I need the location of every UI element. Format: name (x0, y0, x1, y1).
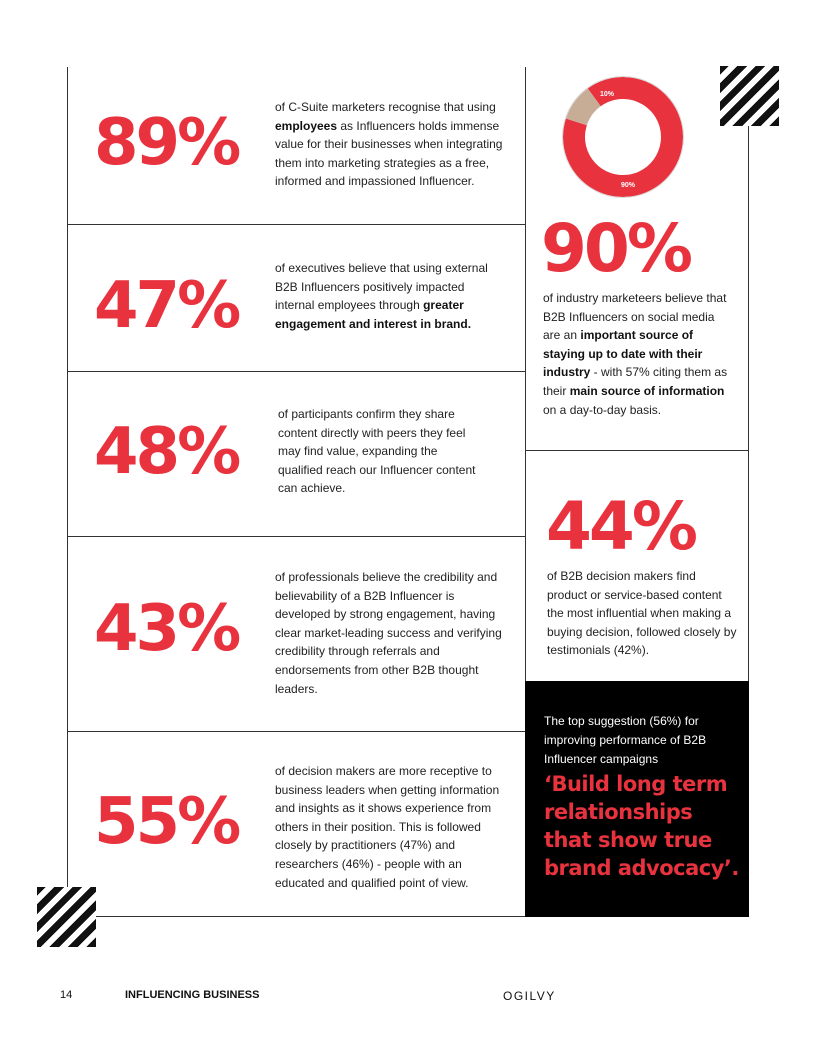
stat-text-43 (275, 568, 507, 698)
left-column-border (67, 67, 68, 917)
stat-text-segment: on a day-to-day basis. (543, 402, 662, 417)
stripes-decoration-bottom-left (37, 887, 96, 947)
stat-text-90 (543, 289, 733, 419)
stat-text-segment: of industry marketeers believe that B2B Influencers on social media are an (543, 291, 727, 343)
stat-text-segment: of decision makers are more receptive to business leaders when getting information and insights as it shows experience from others in their position. This is followed closely by practitioners (47%) and researchers (46%) - people with an educated and qualified point of view. (275, 764, 500, 890)
stat-value-43: 43% (94, 592, 239, 666)
stat-text-44 (547, 567, 739, 660)
stat-text-bold: greater engagement and interest in brand. (275, 298, 472, 331)
stat-text-47 (275, 259, 505, 333)
stat-value-48: 48% (94, 415, 239, 489)
stat-text-bold: important source of staying up to date with their industry (543, 328, 703, 380)
row-divider (67, 371, 525, 372)
donut-chart (562, 76, 684, 198)
footer-brand: OGILVY (503, 989, 556, 1003)
stripes-decoration-top-right (720, 66, 779, 126)
stat-text-segment: as Influencers holds immense value for their businesses when integrating them into marketing strategies as a free, informed and impassioned Influencer. (275, 118, 503, 189)
stat-text-bold: employees (275, 118, 338, 133)
stat-text-segment: - with 57% citing them as their (543, 365, 728, 398)
stat-text-48 (278, 405, 478, 498)
stat-text-segment: of professionals believe the credibility and believability of a B2B Influencer is developed by strong engagement, having clear market-leading success and verifying credibility through referrals and endorsements from other B2B thought leaders. (275, 570, 502, 696)
suggestion-quote: ‘Build long term relationships that show true brand advocacy’. (544, 772, 739, 880)
stat-text-segment: of B2B decision makers find product or service-based content the most influential when making a buying decision, followed closely by testimonials (42%). (547, 569, 737, 658)
page-number: 14 (60, 989, 73, 1001)
stat-value-90: 90% (541, 210, 690, 287)
donut-slice-10 (576, 97, 594, 122)
stat-text-89 (275, 98, 513, 191)
row-divider (67, 536, 525, 537)
stat-text-bold: main source of information (569, 383, 725, 398)
row-divider (525, 450, 749, 451)
stat-text-55 (275, 762, 510, 892)
row-divider (67, 224, 525, 225)
stat-text-segment: of C-Suite marketers recognise that using (275, 100, 496, 114)
stat-value-55: 55% (94, 785, 239, 859)
donut-label-10: 10% (599, 91, 615, 98)
suggestion-intro: The top suggestion (56%) for improving performance of B2B Influencer campaigns (544, 714, 707, 766)
stat-value-44: 44% (546, 488, 695, 565)
row-divider (67, 731, 525, 732)
stat-text-segment: of participants confirm they share content directly with peers they feel may find value, expanding the qualified reach our Influencer content can achieve. (278, 407, 476, 496)
footer-section-title: INFLUENCING BUSINESS (125, 989, 260, 1001)
donut-label-90: 90% (620, 182, 636, 189)
stat-value-47: 47% (94, 269, 239, 343)
stat-value-89: 89% (94, 106, 239, 180)
stat-text-segment: of executives believe that using external B2B Influencers positively impacted internal employees through (275, 261, 488, 313)
